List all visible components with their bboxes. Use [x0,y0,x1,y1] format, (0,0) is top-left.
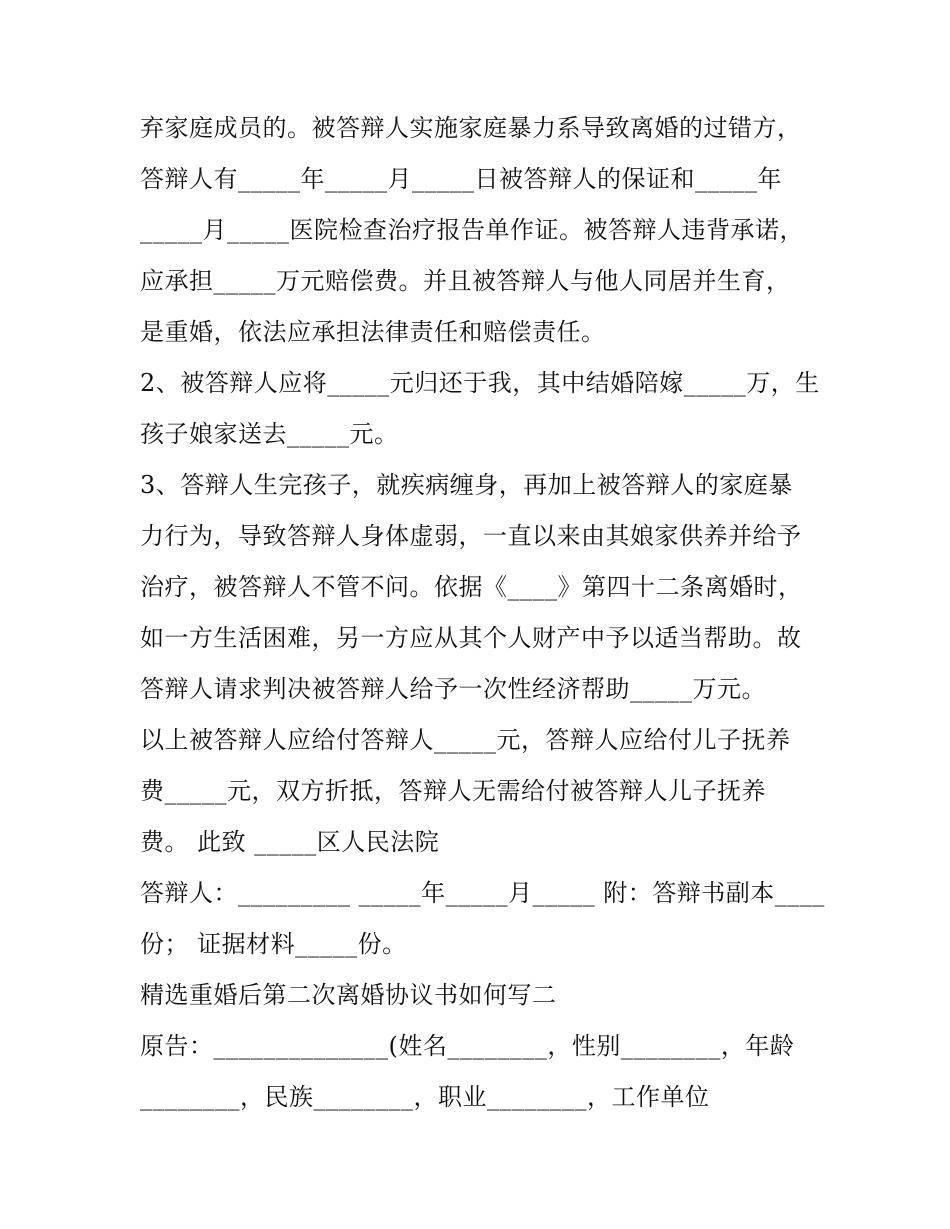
section-heading: 精选重婚后第二次离婚协议书如何写二 [140,981,557,1009]
text-line: 答辩人有_____年_____月_____日被答辩人的保证和_____年 [140,165,782,193]
text-line: 答辩人请求判决被答辩人给予一次性经济帮助_____万元。 [140,675,766,703]
text-line: 费_____元，双方折抵，答辩人无需给付被答辩人儿子抚养 [140,777,766,805]
text-line: 3、答辩人生完孩子，就疾病缠身，再加上被答辩人的家庭暴 [140,471,793,499]
text-line: 应承担_____万元赔偿费。并且被答辩人与他人同居并生育， [140,267,791,295]
text-line: 力行为，导致答辩人身体虚弱，一直以来由其娘家供养并给予 [140,522,802,550]
text-line: 份； 证据材料_____份。 [140,930,407,958]
text-line: 是重婚，依法应承担法律责任和赔偿责任。 [140,318,606,346]
text-line: 治疗，被答辩人不管不问。依据《____》第四十二条离婚时， [140,573,803,601]
text-line: 弃家庭成员的。被答辩人实施家庭暴力系导致离婚的过错方， [140,114,802,142]
text-line: 如一方生活困难，另一方应从其个人财产中予以适当帮助。故 [140,624,802,652]
text-line: 2、被答辩人应将_____元归还于我，其中结婚陪嫁_____万，生 [140,369,820,397]
text-line: 以上被答辩人应给付答辩人_____元，答辩人应给付儿子抚养 [140,726,791,754]
text-line: 原告：______________(姓名________，性别________，年龄 [140,1032,795,1060]
text-line: 费。 此致 _____区人民法院 [140,828,440,856]
text-line: ________，民族________，职业________，工作单位 [140,1083,710,1111]
text-line: 孩子娘家送去_____元。 [140,420,399,448]
text-line: _____月_____医院检查治疗报告单作证。被答辩人违背承诺， [140,216,804,244]
text-line: 答辩人：_________ _____年_____月_____ 附：答辩书副本____ [140,879,825,907]
